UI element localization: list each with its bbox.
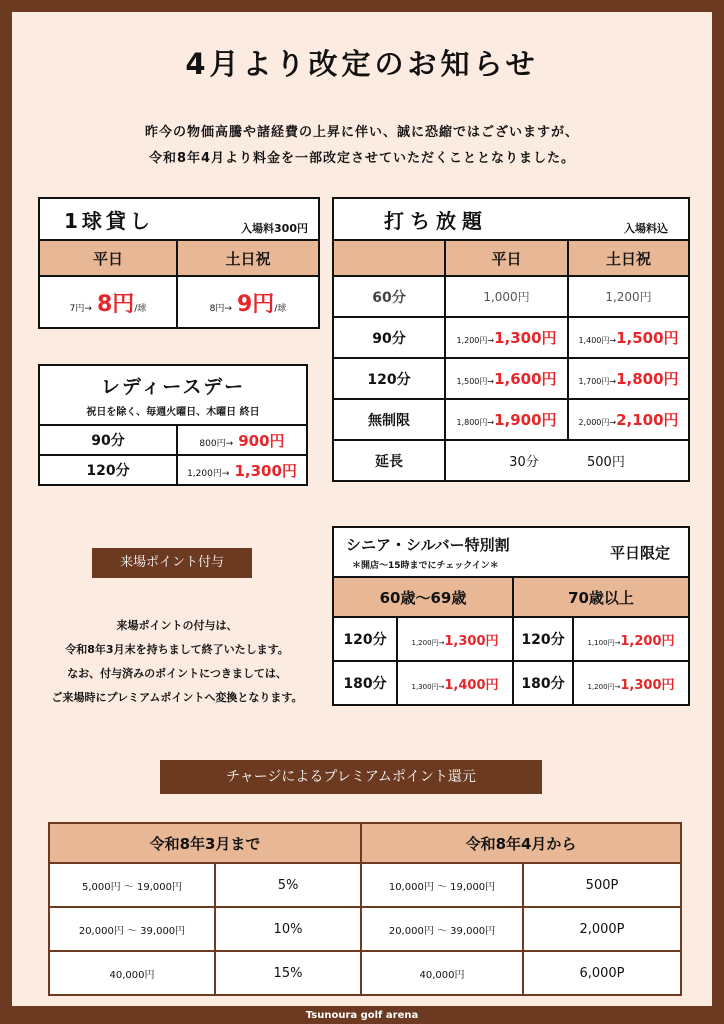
points-tag: 来場ポイント付与	[92, 548, 252, 578]
charge-tag: チャージによるプレミアムポイント還元	[160, 760, 542, 794]
ladies-sub: 祝日を除く、毎週火曜日、木曜日 終日	[86, 407, 260, 418]
footer-brand: Tsunoura golf arena	[305, 1010, 419, 1021]
rental-note: 入場料300円	[241, 222, 308, 235]
rental-col-holiday: 土日祝	[177, 240, 319, 276]
unlimited-col-weekday: 平日	[445, 240, 568, 276]
charge-col-old: 令和8年3月まで	[49, 823, 361, 863]
intro-text: 昨今の物価高騰や諸経費の上昇に伴い、誠に恐縮ではございますが、 令和8年4月より料金を一部改定させていただくこととなりました。	[144, 125, 579, 166]
charge-table: 令和8年3月まで 令和8年4月から 5,000円 ～ 19,000円 5% 10,000円 ～ 19,000円 500P 20,000円 ～ 39,000円 10% 20,000円 ～ 39,000円 2,000P 40,000円 15% 40,000円 6,000P	[48, 822, 682, 996]
senior-title: シニア・シルバー特別割	[346, 536, 510, 554]
senior-col-b: 70歳以上	[513, 577, 689, 617]
charge-col-new: 令和8年4月から	[361, 823, 681, 863]
points-note: 来場ポイントの付与は、 令和8年3月末を持ちまして終了いたします。 なお、付与済みのポイントにつきましては、 ご来場時にプレミアムポイントへ変換となります。	[51, 619, 303, 704]
unlimited-col-holiday: 土日祝	[568, 240, 689, 276]
ladies-table: レディースデー 祝日を除く、毎週火曜日、木曜日 終日 90分 800円→ 900円 120分 1,200円→ 1,300円	[38, 364, 308, 486]
rental-weekday-price: 8円	[97, 291, 135, 317]
senior-table: シニア・シルバー特別割 ＊開店～15時までにチェックイン＊ 平日限定 60歳～69歳 70歳以上 120分 1,200円→1,300円 120分 1,100円→1,200円 180分 1,300円→1,400円 180分 1,200円→1,300円	[332, 526, 690, 706]
unlimited-title: 打ち放題	[384, 209, 488, 233]
ladies-title: レディースデー	[100, 376, 246, 398]
senior-sub: ＊開店～15時までにチェックイン＊	[352, 561, 499, 571]
unlimited-table: 打ち放題 入場料込 平日 土日祝 60分 1,000円 1,200円 90分 1,200円→1,300円 1,400円→1,500円 120分 1,500円→1,600円 1,700円→1,800円 無制限 1,800円→1,900円 2,000円→2,100円 延長 30分 500円	[332, 197, 690, 482]
unlimited-note: 入場料込	[624, 222, 668, 235]
rental-col-weekday: 平日	[39, 240, 177, 276]
senior-limit: 平日限定	[609, 544, 670, 562]
rental-holiday-price: 9円	[237, 291, 275, 317]
rental-table: 1球貸し 入場料300円 平日 土日祝 7円→ 8円/球 8円→ 9円/球	[38, 197, 320, 329]
page-title: 4月より改定のお知らせ	[185, 47, 539, 81]
senior-col-a: 60歳～69歳	[333, 577, 513, 617]
flyer-page	[12, 12, 712, 1006]
rental-title: 1球貸し	[64, 209, 154, 233]
